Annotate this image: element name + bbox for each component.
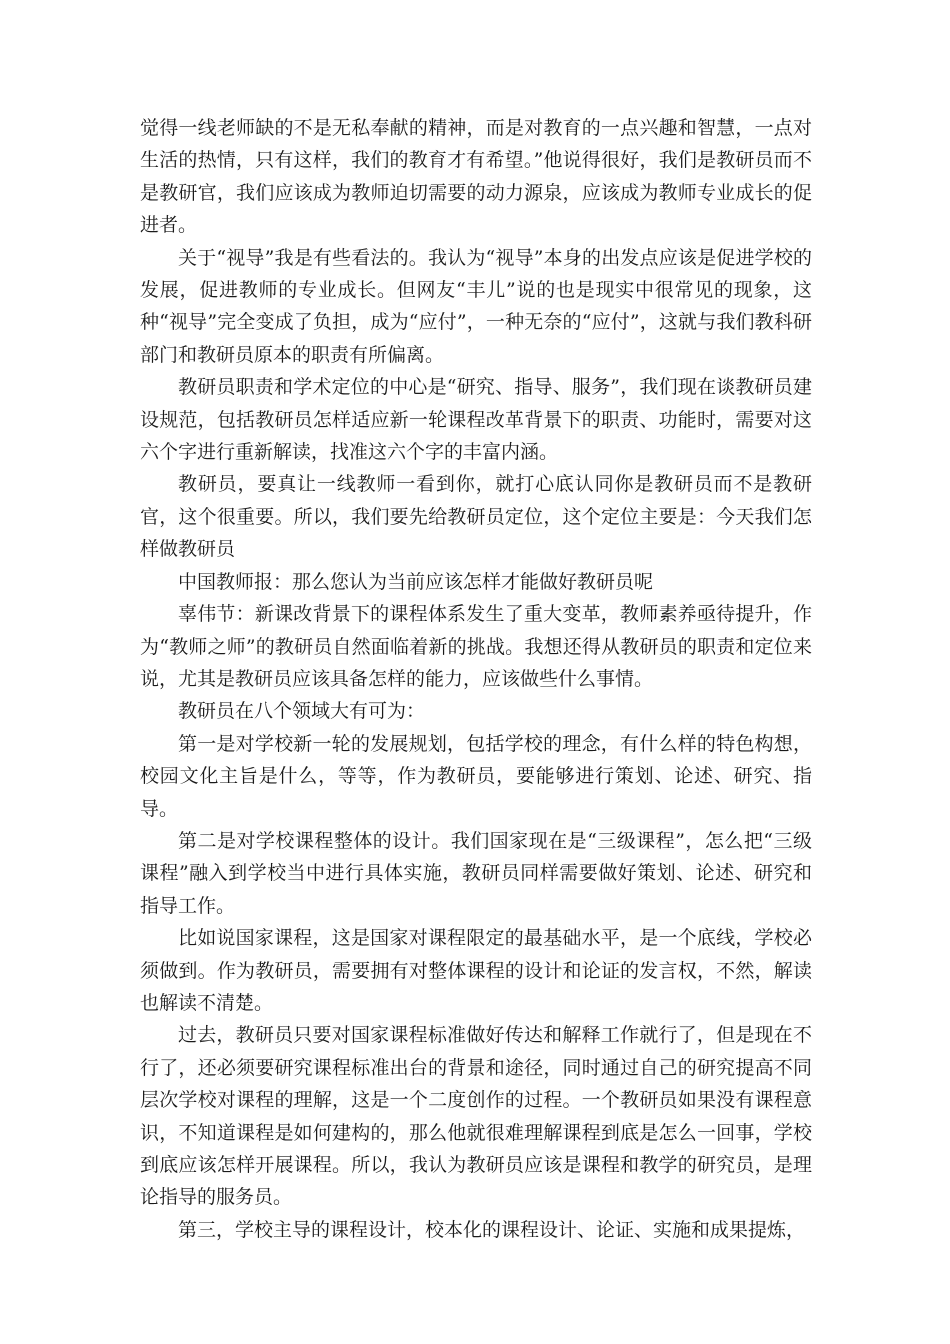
paragraph-eight-areas: 教研员在八个领域大有可为： (178, 700, 426, 723)
paragraph-role-positioning: 教研员职责和学术定位的中心是“研究、指导、服务”，我们现在谈教研员建设规范，包括教研员怎样适应新一轮课程改革背景下的职责、功能时，需要对这六个字进行重新解读，找准这六个字的丰富内涵。 (140, 376, 812, 464)
document-body (140, 112, 812, 1246)
paragraph-national-curriculum: 比如说国家课程，这是国家对课程限定的最基础水平，是一个底线，学校必须做到。作为教研员，需要拥有对整体课程的设计和论证的发言权，不然，解读也解读不清楚。 (140, 927, 812, 1014)
paragraph-first-area: 第一是对学校新一轮的发展规划，包括学校的理念，有什么样的特色构想，校园文化主旨是什么，等等，作为教研员，要能够进行策划、论述、研究、指导。 (140, 732, 812, 820)
paragraph-past-and-present: 过去，教研员只要对国家课程标准做好传达和解释工作就行了，但是现在不行了，还必须要研究课程标准出台的背景和途径，同时通过自己的研究提高不同层次学校对课程的理解，这是一个二度创作的过程。一个教研员如果没有课程意识，不知道课程是如何建构的，那么他就很难理解课程到底是怎么一回事，学校到底应该怎样开展课程。所以，我认为教研员应该是课程和教学的研究员，是理论指导的服务员。 (140, 1024, 812, 1209)
paragraph-interview-answer: 辜伟节：新课改背景下的课程体系发生了重大变革，教师素养亟待提升，作为“教师之师”的教研员自然面临着新的挑战。我想还得从教研员的职责和定位来说，尤其是教研员应该具备怎样的能力，应该做些什么事情。 (140, 603, 812, 690)
paragraph-second-area: 第二是对学校课程整体的设计。我们国家现在是“三级课程”，怎么把“三级课程”融入到学校当中进行具体实施，教研员同样需要做好策划、论述、研究和指导工作。 (140, 829, 812, 917)
paragraph-third-area: 第三，学校主导的课程设计，校本化的课程设计、论证、实施和成果提炼， (178, 1218, 806, 1241)
paragraph-teacher-recognition: 教研员，要真让一线教师一看到你，就打心底认同你是教研员而不是教研官，这个很重要。所以，我们要先给教研员定位，这个定位主要是：今天我们怎样做教研员 (140, 473, 812, 561)
paragraph-interview-question: 中国教师报：那么您认为当前应该怎样才能做好教研员呢 (178, 570, 654, 593)
paragraph-shidao: 关于“视导”我是有些看法的。我认为“视导”本身的出发点应该是促进学校的发展，促进教师的专业成长。但网友“丰儿”说的也是现实中很常见的现象，这种“视导”完全变成了负担，成为“应付”，一种无奈的“应付”，这就与我们教科研部门和教研员原本的职责有所偏离。 (140, 246, 812, 366)
paragraph-continuation: 觉得一线老师缺的不是无私奉献的精神，而是对教育的一点兴趣和智慧，一点对生活的热情，只有这样，我们的教育才有希望。”他说得很好，我们是教研员而不是教研官，我们应该成为教师迫切需要的动力源泉，应该成为教师专业成长的促进者。 (140, 117, 812, 237)
